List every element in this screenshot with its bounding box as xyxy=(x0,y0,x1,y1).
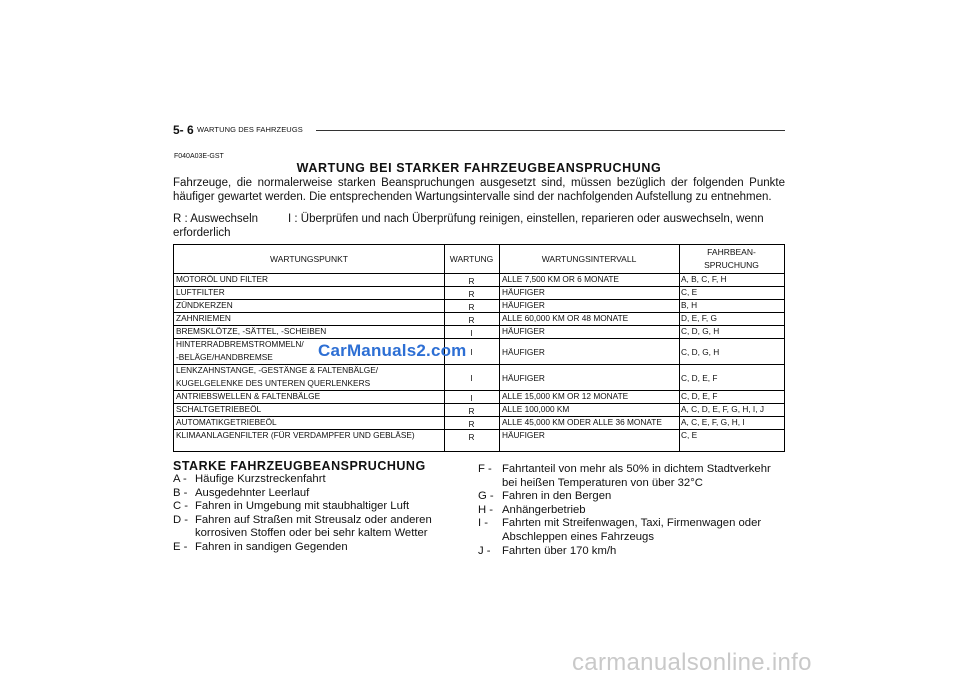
cell-interval: HÄUFIGER xyxy=(502,300,545,310)
table-divider xyxy=(499,245,500,451)
item-letter: E - xyxy=(173,540,188,553)
table-header-row xyxy=(174,245,784,274)
item-letter: G - xyxy=(478,490,494,503)
cell-action: R xyxy=(468,314,475,325)
cell-action: I xyxy=(470,347,473,357)
footer-watermark: carmanualsonline.info xyxy=(572,649,812,676)
item-text: Fahrten über 170 km/h xyxy=(502,544,617,557)
page-title: WARTUNG BEI STARKER FAHRZEUGBEANSPRUCHUNG xyxy=(296,161,662,175)
cell-condition: B, H xyxy=(681,300,698,310)
cell-interval: ALLE 15,000 KM OR 12 MONATE xyxy=(502,391,629,401)
item-letter: H - xyxy=(478,503,494,516)
cell-point: ZAHNRIEMEN xyxy=(176,313,231,323)
cell-condition: C, E xyxy=(681,287,698,297)
list-item xyxy=(173,487,463,501)
item-letter: J - xyxy=(478,544,491,557)
cell-action: R xyxy=(468,275,475,286)
section-title: WARTUNG DES FAHRZEUGS xyxy=(197,125,303,134)
cell-interval: HÄUFIGER xyxy=(502,430,545,440)
item-letter: C - xyxy=(173,500,189,513)
item-letter: F - xyxy=(478,463,492,475)
cell-condition: C, D, E, F xyxy=(681,373,718,383)
item-text: Fahrten mit Streifenwagen, Taxi, Firmenwagen oder Abschleppen eines Fahrzeugs xyxy=(502,517,762,543)
conditions-title: STARKE FAHRZEUGBEANSPRUCHUNG xyxy=(173,459,426,473)
cell-action: R xyxy=(468,418,475,429)
item-text: Ausgedehnter Leerlauf xyxy=(195,486,310,499)
item-text: Anhängerbetrieb xyxy=(502,503,586,516)
list-item xyxy=(478,504,788,518)
page-header xyxy=(173,123,785,137)
list-item xyxy=(173,473,463,487)
conditions-right-list xyxy=(478,463,788,558)
item-text: Fahrtanteil von mehr als 50% in dichtem Stadtverkehr bei heißen Temperaturen von über 32°C xyxy=(502,463,771,489)
cell-interval: HÄUFIGER xyxy=(502,287,545,297)
cell-condition: A, C, E, F, G, H, I xyxy=(681,417,745,427)
cell-point: LUFTFILTER xyxy=(176,287,225,297)
item-text: Fahren in den Bergen xyxy=(502,490,612,503)
conditions-left-list xyxy=(173,473,463,555)
cell-interval: HÄUFIGER xyxy=(502,347,545,357)
header-rule xyxy=(316,130,785,131)
cell-condition: D, E, F, G xyxy=(681,313,717,323)
header-condition-2: SPRUCHUNG xyxy=(704,260,759,270)
legend-i: I : Überprüfen und nach Überprüfung reinigen, einstellen, reparieren oder auswechseln, wenn xyxy=(288,213,764,225)
header-point: WARTUNGSPUNKT xyxy=(270,254,348,264)
cell-action: I xyxy=(470,327,473,338)
table-divider xyxy=(679,245,680,451)
item-text: Fahren in Umgebung mit staubhaltiger Luft xyxy=(195,500,410,513)
list-item xyxy=(478,545,788,559)
cell-interval: ALLE 60,000 KM OR 48 MONATE xyxy=(502,313,629,323)
cell-point-2: KUGELGELENKE DES UNTEREN QUERLENKERS xyxy=(176,378,371,388)
cell-action: R xyxy=(468,301,475,312)
cell-point: AUTOMATIKGETRIEBEÖL xyxy=(176,417,277,427)
list-item xyxy=(478,490,788,504)
cell-point: ZÜNDKERZEN xyxy=(176,300,233,310)
cell-point: ANTRIEBSWELLEN & FALTENBÄLGE xyxy=(176,391,321,401)
header-interval: WARTUNGSINTERVALL xyxy=(541,254,637,264)
cell-action: R xyxy=(468,288,475,299)
cell-interval: HÄUFIGER xyxy=(502,326,545,336)
cell-point-2: -BELÄGE/HANDBREMSE xyxy=(176,352,273,362)
cell-condition: A, C, D, E, F, G, H, I, J xyxy=(681,404,764,414)
list-item xyxy=(173,514,463,541)
cell-condition: C, D, G, H xyxy=(681,326,720,336)
page-number: 5- 6 xyxy=(173,123,194,137)
item-letter: B - xyxy=(173,486,188,499)
list-item xyxy=(173,541,463,555)
cell-action: I xyxy=(470,392,473,403)
cell-point: BREMSKLÖTZE, -SÄTTEL, -SCHEIBEN xyxy=(176,326,327,336)
item-text: Fahren auf Straßen mit Streusalz oder anderen korrosiven Stoffen oder bei sehr kaltem Wetter xyxy=(195,513,432,540)
legend-r: R : Auswechseln xyxy=(173,213,259,225)
cell-condition: C, D, E, F xyxy=(681,391,718,401)
cell-point: LENKZAHNSTANGE, -GESTÄNGE & FALTENBÄLGE/ xyxy=(176,365,379,375)
list-item xyxy=(478,463,788,490)
legend-r-continued: erforderlich xyxy=(173,227,231,239)
watermark-logo: CarManuals2.com xyxy=(318,341,467,360)
cell-interval: ALLE 45,000 KM ODER ALLE 36 MONATE xyxy=(502,417,662,427)
item-text: Fahren in sandigen Gegenden xyxy=(195,540,348,553)
cell-action: R xyxy=(468,431,475,442)
cell-condition: C, D, G, H xyxy=(681,347,720,357)
cell-point: HINTERRADBREMSTROMMELN/ xyxy=(176,339,304,349)
cell-point: MOTORÖL UND FILTER xyxy=(176,274,269,284)
cell-interval: ALLE 7,500 KM OR 6 MONATE xyxy=(502,274,619,284)
cell-interval: HÄUFIGER xyxy=(502,373,545,383)
document-code: F040A03E-GST xyxy=(174,153,224,160)
item-letter: I - xyxy=(478,517,489,530)
maintenance-table xyxy=(173,244,785,452)
intro-paragraph: Fahrzeuge, die normalerweise starken Beanspruchungen ausgesetzt sind, müssen bezüglich der folgenden Punkte häufiger gewartet werden. Die entsprechenden Wartungsintervalle sind der nachfolgenden Aufstellung zu entnehmen. xyxy=(173,177,785,203)
item-text: Häufige Kurzstreckenfahrt xyxy=(195,473,326,485)
list-item xyxy=(173,500,463,514)
header-action: WARTUNG xyxy=(449,254,494,264)
cell-condition: A, B, C, F, H xyxy=(681,274,727,284)
cell-point: SCHALTGETRIEBEÖL xyxy=(176,404,262,414)
cell-action: R xyxy=(468,405,475,416)
cell-point: KLIMAANLAGENFILTER (FÜR VERDAMPFER UND GEBLÄSE) xyxy=(176,430,415,440)
cell-condition: C, E xyxy=(681,430,698,440)
list-item xyxy=(478,517,788,544)
cell-action: I xyxy=(470,373,473,383)
cell-interval: ALLE 100,000 KM xyxy=(502,404,570,414)
item-letter: A - xyxy=(173,473,187,485)
item-letter: D - xyxy=(173,513,189,526)
header-condition: FAHRBEAN- xyxy=(707,247,756,257)
